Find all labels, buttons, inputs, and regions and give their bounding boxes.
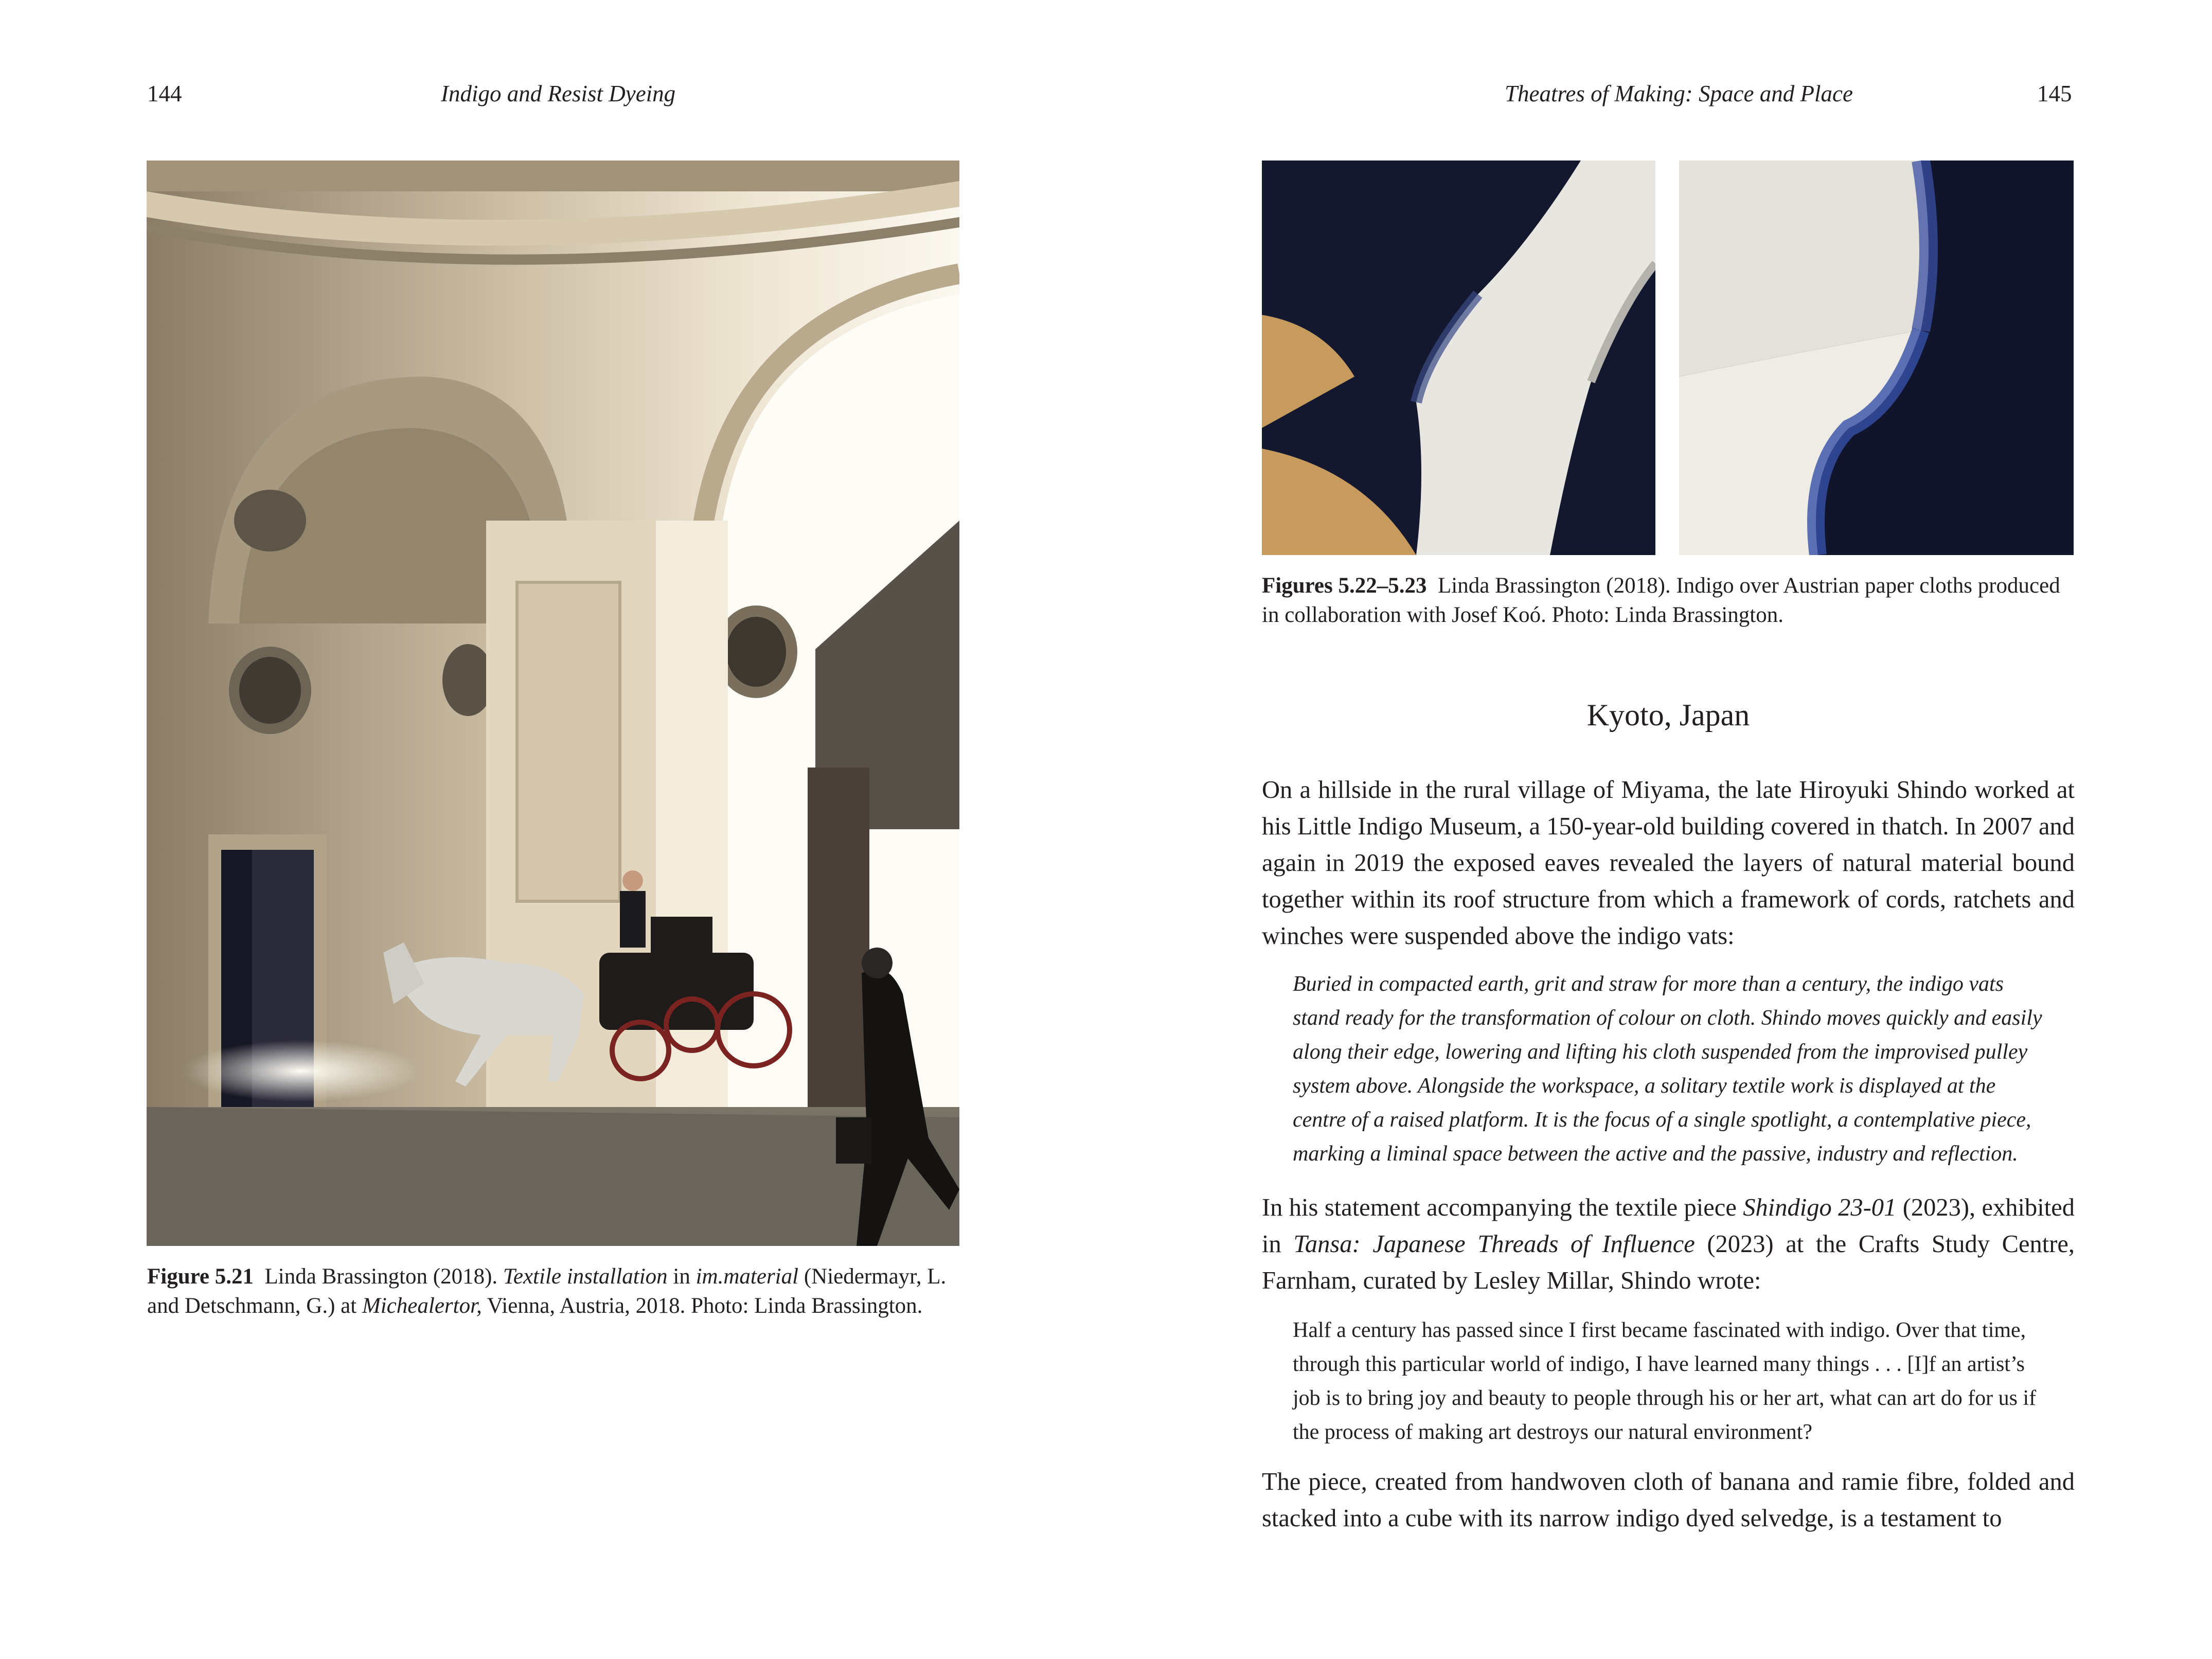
figure-5-21-caption	[147, 1262, 965, 1321]
paragraph-1	[1262, 772, 2075, 954]
paragraph-3-text: The piece, created from handwoven cloth of banana and ramie fibre, folded and stacked into a cube with its narrow indigo dyed selvedge, is a testament to	[1262, 1468, 2075, 1532]
figure-5-22-photo	[1262, 160, 1655, 555]
caption-part: (Niedermayr, L. and Detschmann, G.) at	[147, 1264, 947, 1318]
caption-part-italic: Michealertor,	[362, 1294, 482, 1318]
caption-part: in	[667, 1264, 696, 1289]
figure-5-21-photo	[147, 160, 959, 1246]
block-quote-1	[1262, 967, 2075, 1171]
page-number-right: 145	[2037, 81, 2072, 106]
section-heading: Kyoto, Japan	[1586, 698, 1750, 732]
paragraph-2-text	[1262, 1189, 2075, 1299]
caption-part: Linda Brassington (2018).	[264, 1264, 503, 1289]
figure-5-23-photo	[1679, 160, 2074, 555]
caption-part: Vienna, Austria, 2018. Photo: Linda Brassington.	[481, 1294, 923, 1318]
caption-part-italic: Textile installation	[503, 1264, 668, 1289]
paragraph-1-text: On a hillside in the rural village of Miyama, the late Hiroyuki Shindo worked at his Little Indigo Museum, a 150-year-old building covered in thatch. In 2007 and again in 2019 the exposed eaves revealed the layers of natural material bound together within its roof structure from which a framework of cords, ratchets and winches were suspended above the indigo vats:	[1262, 776, 2075, 950]
block-quote-2	[1262, 1313, 2075, 1449]
running-head-right: Theatres of Making: Space and Place	[1505, 81, 1853, 106]
paragraph-2	[1262, 1189, 2075, 1299]
figure-5-21-label: Figure 5.21	[147, 1264, 254, 1289]
figures-caption-text: Linda Brassington (2018). Indigo over Austrian paper cloths produced in collaboration with Josef Koó. Photo: Linda Brassington.	[1262, 574, 2060, 627]
running-head-left: Indigo and Resist Dyeing	[441, 81, 676, 106]
caption-part-italic: im.material	[695, 1264, 799, 1289]
paragraph-3	[1262, 1464, 2075, 1537]
paragraph-part: (2023), exhibited in	[1262, 1194, 2075, 1258]
page-number-left: 144	[147, 81, 182, 106]
paragraph-part: (2023) at the Crafts Study Centre, Farnham, curated by Lesley Millar, Shindo wrote:	[1262, 1230, 2075, 1294]
figures-5-22-5-23-label: Figures 5.22–5.23	[1262, 574, 1427, 598]
block-quote-2-text: Half a century has passed since I first became fascinated with indigo. Over that time, through this particular world of indigo, I have learned many things . . . [I]f an artist’s job is to bring joy and beauty to people through his or her art, what can art do for us if the process of making art destroys our natural environment?	[1293, 1318, 2037, 1444]
paragraph-part-italic: Tansa: Japanese Threads of Influence	[1293, 1230, 1695, 1258]
paragraph-part-italic: Shindigo 23-01	[1743, 1194, 1897, 1221]
figures-5-22-5-23-caption	[1262, 571, 2075, 630]
paragraph-part: In his statement accompanying the textile piece	[1262, 1194, 1743, 1221]
block-quote-1-text: Buried in compacted earth, grit and straw for more than a century, the indigo vats stand ready for the transformation of colour on cloth. Shindo moves quickly and easily along their edge, lowering and lifting his cloth suspended from the improvised pulley system above. Alongside the workspace, a solitary textile work is displayed at the centre of a raised platform. It is the focus of a single spotlight, a contemplative piece, marking a liminal space between the active and the passive, industry and reflection.	[1293, 972, 2042, 1166]
